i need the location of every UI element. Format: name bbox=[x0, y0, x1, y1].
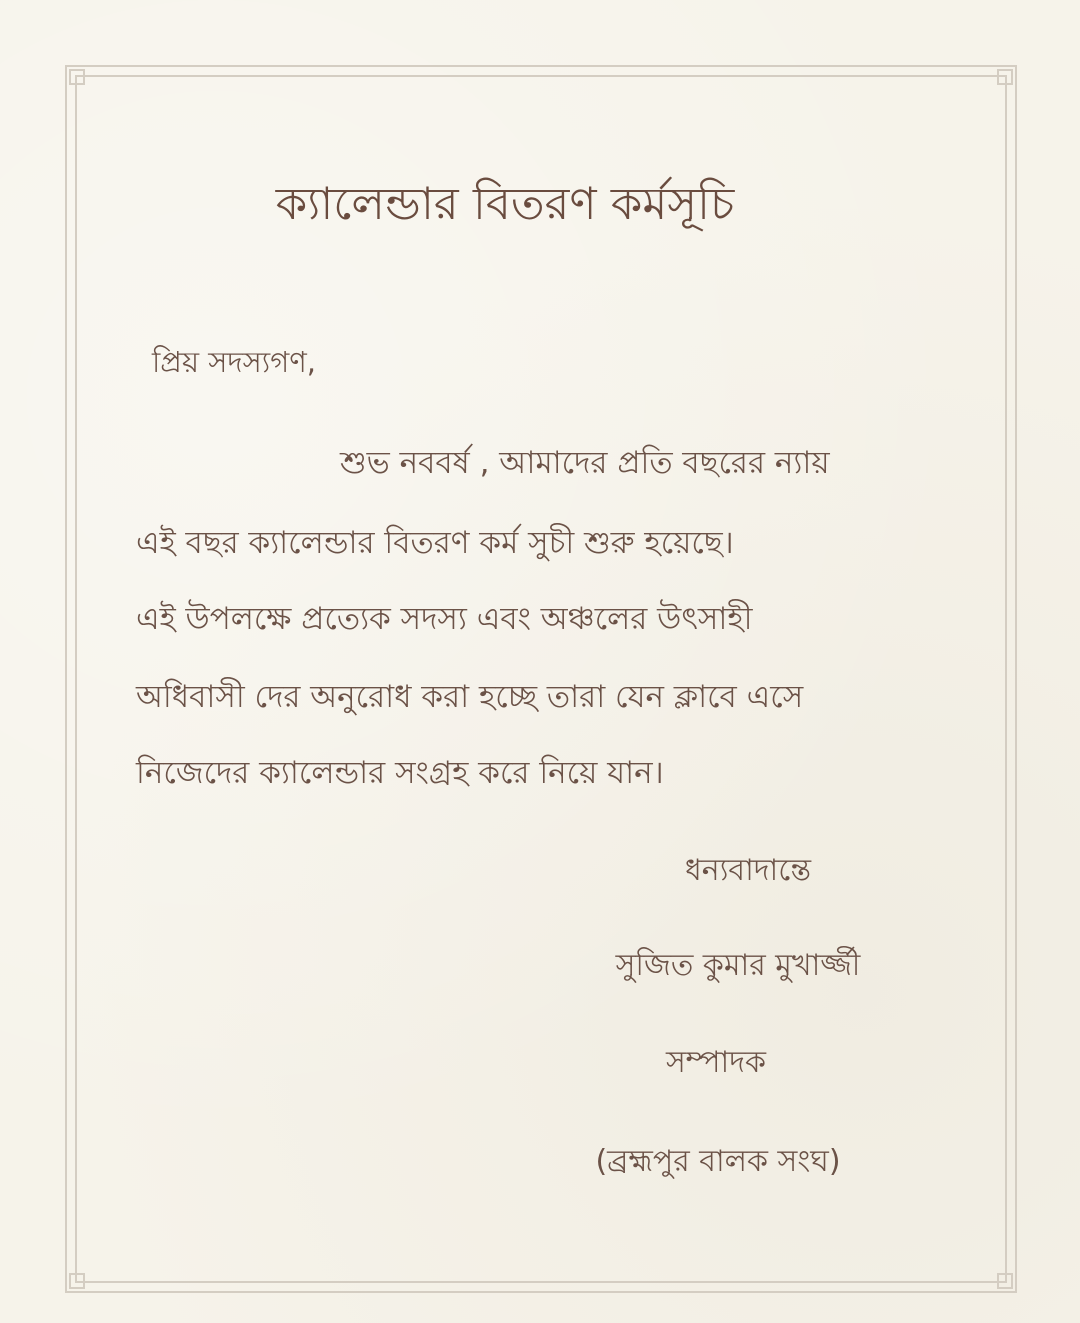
signatory-name: সুজিত কুমার মুখার্জ্জী bbox=[615, 948, 861, 983]
body-line: এই বছর ক্যালেন্ডার বিতরণ কর্ম সুচী শুরু হয়েছে। bbox=[136, 525, 734, 561]
signatory-role: সম্পাদক bbox=[665, 1045, 767, 1080]
body-line: নিজেদের ক্যালেন্ডার সংগ্রহ করে নিয়ে যান। bbox=[136, 755, 664, 791]
closing-text: ধন্যবাদান্তে bbox=[684, 853, 811, 888]
body-line: অধিবাসী দের অনুরোধ করা হচ্ছে তারা যেন ক্লাবে এসে bbox=[136, 679, 804, 715]
notice-title: ক্যালেন্ডার বিতরণ কর্মসূচি bbox=[275, 177, 735, 230]
salutation: প্রিয় সদস্যগণ, bbox=[152, 345, 316, 379]
organization-name: (ব্রহ্মপুর বালক সংঘ) bbox=[595, 1144, 841, 1179]
body-line: শুভ নববর্ষ , আমাদের প্রতি বছরের ন্যায় bbox=[340, 445, 830, 481]
body-line: এই উপলক্ষে প্রত্যেক সদস্য এবং অঞ্চলের উৎসাহী bbox=[136, 601, 753, 637]
